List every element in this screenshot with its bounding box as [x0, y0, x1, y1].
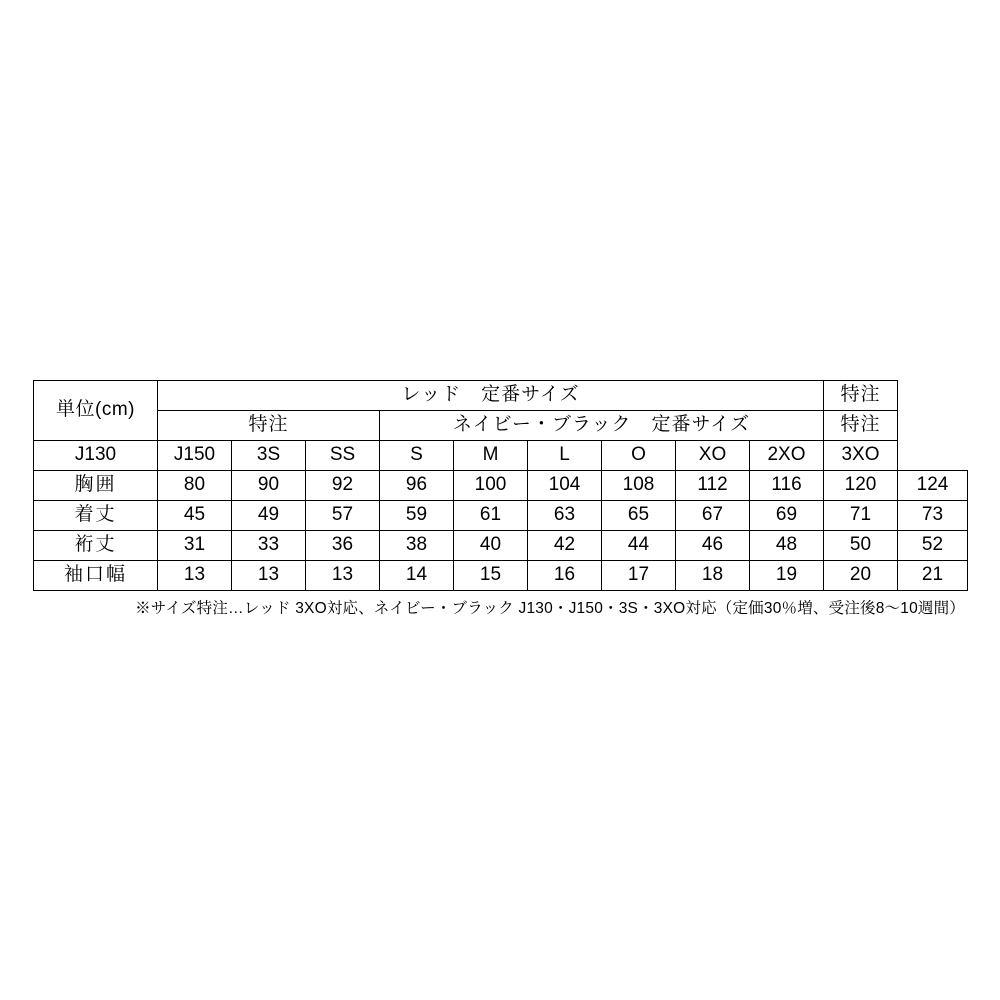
group-header-special-right-top: 特注	[824, 381, 898, 411]
cell-0-1: 90	[232, 471, 306, 501]
cell-3-5: 16	[528, 561, 602, 591]
cell-3-10: 21	[898, 561, 968, 591]
size-code-cell-1: J150	[158, 441, 232, 471]
size-code-cell-7: O	[602, 441, 676, 471]
table-row-size-codes	[34, 441, 968, 471]
table-row-measurement-1	[34, 501, 968, 531]
cell-2-8: 48	[750, 531, 824, 561]
table-row-measurement-3	[34, 561, 968, 591]
cell-0-5: 104	[528, 471, 602, 501]
size-code-cell-8: XO	[676, 441, 750, 471]
cell-2-1: 33	[232, 531, 306, 561]
cell-2-9: 50	[824, 531, 898, 561]
cell-0-10: 124	[898, 471, 968, 501]
cell-1-2: 57	[306, 501, 380, 531]
cell-1-1: 49	[232, 501, 306, 531]
cell-3-4: 15	[454, 561, 528, 591]
cell-1-8: 69	[750, 501, 824, 531]
cell-3-3: 14	[380, 561, 454, 591]
cell-2-0: 31	[158, 531, 232, 561]
size-code-cell-9: 2XO	[750, 441, 824, 471]
cell-3-2: 13	[306, 561, 380, 591]
group-header-navy-black-standard: ネイビー・ブラック 定番サイズ	[380, 411, 824, 441]
cell-3-6: 17	[602, 561, 676, 591]
cell-2-7: 46	[676, 531, 750, 561]
cell-1-7: 67	[676, 501, 750, 531]
cell-1-6: 65	[602, 501, 676, 531]
cell-3-7: 18	[676, 561, 750, 591]
cell-2-6: 44	[602, 531, 676, 561]
table-row-group-header-second	[34, 411, 968, 441]
cell-0-2: 92	[306, 471, 380, 501]
cell-1-10: 73	[898, 501, 968, 531]
table-row-measurement-0	[34, 471, 968, 501]
size-code-cell-5: M	[454, 441, 528, 471]
cell-0-0: 80	[158, 471, 232, 501]
group-header-special-right-second: 特注	[824, 411, 898, 441]
size-code-cell-6: L	[528, 441, 602, 471]
cell-1-4: 61	[454, 501, 528, 531]
cell-3-0: 13	[158, 561, 232, 591]
cell-3-9: 20	[824, 561, 898, 591]
cell-0-8: 116	[750, 471, 824, 501]
cell-0-7: 112	[676, 471, 750, 501]
cell-2-5: 42	[528, 531, 602, 561]
group-header-special-left: 特注	[158, 411, 380, 441]
size-chart-note: ※サイズ特注…レッド 3XO対応、ネイビー・ブラック J130・J150・3S・3XO対応（定価30％増、受注後8〜10週間）	[135, 600, 965, 617]
cell-3-8: 19	[750, 561, 824, 591]
cell-1-9: 71	[824, 501, 898, 531]
table-row-measurement-2	[34, 531, 968, 561]
cell-1-5: 63	[528, 501, 602, 531]
size-chart-table	[33, 380, 968, 591]
cell-0-3: 96	[380, 471, 454, 501]
size-code-cell-2: 3S	[232, 441, 306, 471]
row-label-0: 胸囲	[34, 471, 158, 501]
row-label-3: 袖口幅	[34, 561, 158, 591]
cell-0-4: 100	[454, 471, 528, 501]
cell-2-2: 36	[306, 531, 380, 561]
cell-2-4: 40	[454, 531, 528, 561]
cell-2-3: 38	[380, 531, 454, 561]
table-row-group-header-top	[34, 381, 968, 411]
cell-3-1: 13	[232, 561, 306, 591]
cell-0-6: 108	[602, 471, 676, 501]
row-label-2: 裄丈	[34, 531, 158, 561]
size-code-cell-10: 3XO	[824, 441, 898, 471]
cell-0-9: 120	[824, 471, 898, 501]
size-code-cell-0: J130	[34, 441, 158, 471]
group-header-red-standard: レッド 定番サイズ	[158, 381, 824, 411]
row-label-1: 着丈	[34, 501, 158, 531]
size-code-cell-4: S	[380, 441, 454, 471]
size-code-cell-3: SS	[306, 441, 380, 471]
size-chart-container	[33, 380, 967, 618]
cell-1-3: 59	[380, 501, 454, 531]
cell-1-0: 45	[158, 501, 232, 531]
cell-2-10: 52	[898, 531, 968, 561]
unit-label-cell: 単位(cm)	[34, 381, 158, 441]
